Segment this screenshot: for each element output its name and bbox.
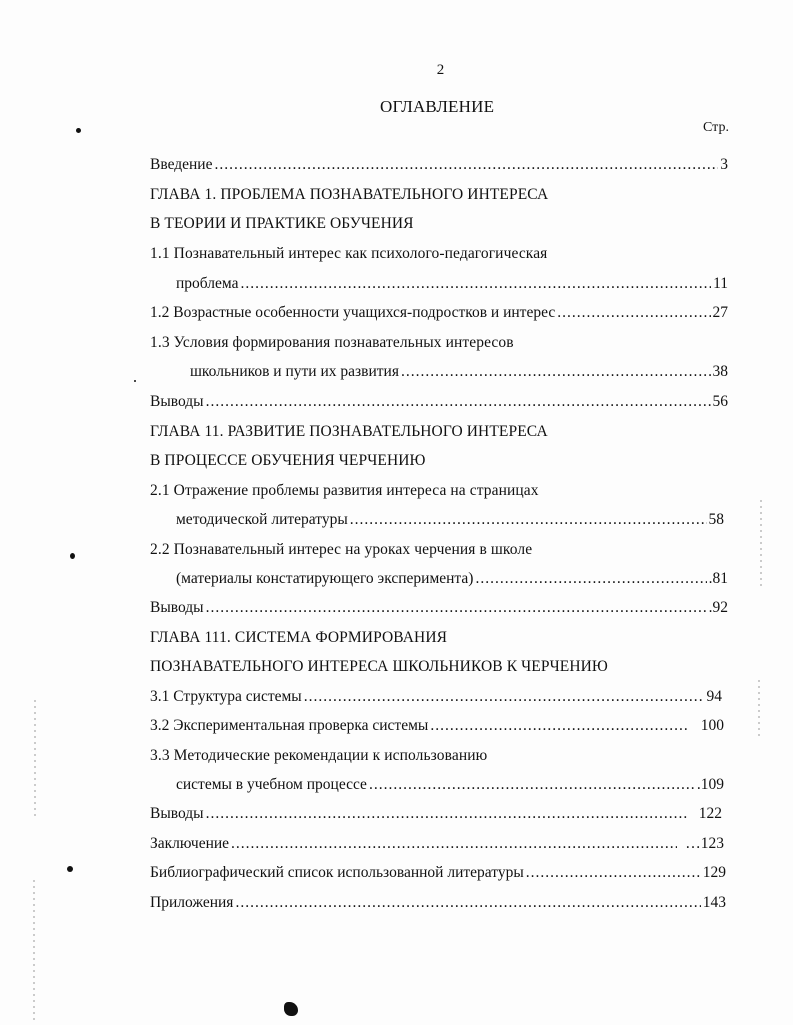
scan-blot <box>284 1002 298 1016</box>
leader-dots <box>214 154 718 176</box>
toc-entry-2-1-line1: 2.1 Отражение проблемы развития интереса на страницах <box>150 482 539 499</box>
toc-entry-1-1-line1: 1.1 Познавательный интерес как психолого-педагогическая <box>150 245 548 262</box>
chapter-2-heading-line1: ГЛАВА 11. РАЗВИТИЕ ПОЗНАВАТЕЛЬНОГО ИНТЕРЕСА <box>150 423 548 440</box>
scan-edge-noise <box>33 880 35 1020</box>
scan-speck <box>70 553 75 559</box>
toc-entry-conclusions-3 <box>150 803 722 825</box>
toc-entry-1-3-line1: 1.3 Условия формирования познавательных интересов <box>150 334 514 351</box>
toc-entry-text: Библиографический список использованной литературы <box>150 864 524 881</box>
leader-dots <box>401 361 711 383</box>
toc-entry-intro <box>150 154 728 176</box>
leader-dots <box>206 391 711 413</box>
page-column-label: Стр. <box>703 120 729 135</box>
toc-entry-page: 143 <box>702 894 726 911</box>
toc-entry-text: Выводы <box>150 393 204 410</box>
toc-entry-page: . 94 <box>698 688 722 705</box>
toc-entry-appendices <box>150 892 726 914</box>
leader-dots <box>430 715 686 737</box>
leader-dots <box>206 803 689 825</box>
toc-entry-text: Заключение <box>150 835 230 852</box>
toc-entry-page: .92 <box>708 599 728 616</box>
toc-entry-3-3-line1: 3.3 Методические рекомендации к использованию <box>150 747 488 764</box>
leader-dots <box>235 892 700 914</box>
toc-entry-page: 3 <box>720 156 728 173</box>
chapter-2-heading-line2: В ПРОЦЕССЕ ОБУЧЕНИЯ ЧЕРЧЕНИЮ <box>150 452 426 469</box>
toc-entry-text: Приложения <box>150 894 234 911</box>
toc-entry-text: 3.2 Экспериментальная проверка системы <box>150 717 429 734</box>
toc-entry-text: 1.2 Возрастные особенности учащихся-подростков и интерес <box>150 304 556 321</box>
scan-edge-noise <box>760 500 762 590</box>
toc-entry-text: Выводы <box>150 805 204 822</box>
page-number <box>0 62 793 79</box>
toc-entry-page: 38 <box>712 363 728 380</box>
toc-entry-text: проблема <box>176 275 239 292</box>
toc-entry-text: Выводы <box>150 599 204 616</box>
page-number-text: 2 <box>436 62 445 78</box>
scan-speck <box>67 866 73 872</box>
chapter-1-heading-line2: В ТЕОРИИ И ПРАКТИКЕ ОБУЧЕНИЯ <box>150 215 414 232</box>
leader-dots <box>526 862 701 884</box>
toc-entry-conclusions-1 <box>150 391 728 413</box>
toc-entry-2-1 <box>176 509 724 531</box>
toc-entry-1-3 <box>190 361 728 383</box>
toc-entry-text: методической литературы <box>176 511 348 528</box>
leader-dots <box>350 509 707 531</box>
leader-dots <box>304 686 697 708</box>
toc-entry-text: 3.1 Структура системы <box>150 688 302 705</box>
scan-speck <box>134 380 136 382</box>
toc-entry-page: 100 <box>700 717 724 734</box>
toc-entry-text: системы в учебном процессе <box>176 776 367 793</box>
chapter-1-heading-line1: ГЛАВА 1. ПРОБЛЕМА ПОЗНАВАТЕЛЬНОГО ИНТЕРЕСА <box>150 186 549 203</box>
toc-entry-3-3 <box>176 774 724 796</box>
toc-entry-2-2 <box>176 568 728 590</box>
chapter-3-heading-line2: ПОЗНАВАТЕЛЬНОГО ИНТЕРЕСА ШКОЛЬНИКОВ К ЧЕРЧЕНИЮ <box>150 658 608 675</box>
leader-dots <box>475 568 706 590</box>
leader-dots <box>231 833 677 855</box>
toc-entry-text: школьников и пути их развития <box>190 363 399 380</box>
toc-entry-page: 122 <box>698 805 722 822</box>
toc-entry-3-1 <box>150 686 722 708</box>
toc-entry-2-2-line1: 2.2 Познавательный интерес на уроках черчения в школе <box>150 541 533 558</box>
toc-entry-3-2 <box>150 715 724 737</box>
leader-dots <box>369 774 695 796</box>
scan-edge-noise <box>34 700 36 820</box>
toc-entry-conclusion <box>150 833 724 855</box>
toc-entry-1-1 <box>176 273 728 295</box>
toc-entry-page: 58 <box>708 511 724 528</box>
leader-dots <box>241 273 712 295</box>
scan-speck <box>76 128 81 133</box>
toc-entry-1-2 <box>150 302 728 324</box>
chapter-3-heading-line1: ГЛАВА 111. СИСТЕМА ФОРМИРОВАНИЯ <box>150 629 448 646</box>
leader-dots <box>206 597 707 619</box>
toc-entry-text: Введение <box>150 156 213 173</box>
toc-title: ОГЛАВЛЕНИЕ <box>380 97 495 116</box>
leader-dots <box>557 302 710 324</box>
scan-edge-noise <box>758 680 760 740</box>
toc-entry-page: .81 <box>708 570 728 587</box>
toc-entry-page: 27 <box>712 304 728 321</box>
toc-entry-conclusions-2 <box>150 597 728 619</box>
toc-entry-page: 56 <box>712 393 728 410</box>
toc-entry-bibliography <box>150 862 726 884</box>
toc-entry-page: …123 <box>685 835 724 852</box>
toc-entry-page: 11 <box>713 275 728 292</box>
toc-entry-page: 129 <box>702 864 726 881</box>
toc-entry-page: .109 <box>696 776 724 793</box>
toc-entry-text: (материалы констатирующего эксперимента) <box>176 570 474 587</box>
